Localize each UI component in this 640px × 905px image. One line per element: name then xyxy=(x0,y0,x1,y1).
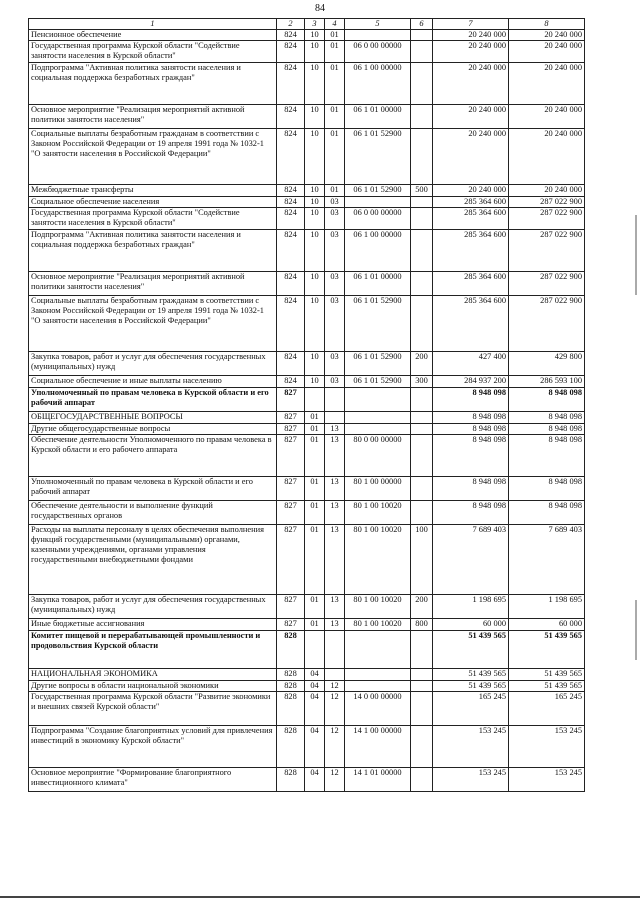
row-amount-1-cell: 51 439 565 xyxy=(433,669,509,681)
row-name-cell: Основное мероприятие "Реализация мероприятий активной политики занятости населения" xyxy=(29,105,277,129)
row-grbs-cell: 827 xyxy=(277,435,305,477)
row-amount-1-cell: 153 245 xyxy=(433,768,509,792)
row-amount-2-cell: 20 240 000 xyxy=(509,185,585,197)
row-amount-2-cell: 8 948 098 xyxy=(509,412,585,424)
row-name-cell: Социальное обеспечение населения xyxy=(29,197,277,208)
row-target-cell: 06 1 01 00000 xyxy=(345,272,411,296)
row-target-cell xyxy=(345,424,411,435)
row-type-cell xyxy=(411,296,433,352)
row-type-cell xyxy=(411,105,433,129)
row-amount-1-cell: 8 948 098 xyxy=(433,501,509,525)
row-subsection-cell: 13 xyxy=(325,435,345,477)
row-section-cell: 04 xyxy=(305,692,325,726)
row-grbs-cell: 827 xyxy=(277,412,305,424)
row-type-cell xyxy=(411,412,433,424)
row-section-cell: 10 xyxy=(305,272,325,296)
row-name-cell: Закупка товаров, работ и услуг для обеспечения государственных (муниципальных) нужд xyxy=(29,352,277,376)
row-amount-1-cell: 51 439 565 xyxy=(433,631,509,669)
row-grbs-cell: 824 xyxy=(277,272,305,296)
table-row xyxy=(29,376,585,388)
row-subsection-cell: 13 xyxy=(325,477,345,501)
row-amount-2-cell: 1 198 695 xyxy=(509,595,585,619)
scan-edge-mark xyxy=(635,215,637,295)
row-type-cell xyxy=(411,272,433,296)
header-cell: 2 xyxy=(277,19,305,30)
row-section-cell: 01 xyxy=(305,435,325,477)
row-subsection-cell: 13 xyxy=(325,619,345,631)
row-subsection-cell: 01 xyxy=(325,30,345,41)
row-amount-1-cell: 285 364 600 xyxy=(433,272,509,296)
row-amount-1-cell: 284 937 200 xyxy=(433,376,509,388)
row-type-cell: 800 xyxy=(411,619,433,631)
row-grbs-cell: 828 xyxy=(277,692,305,726)
row-amount-2-cell: 287 022 900 xyxy=(509,230,585,272)
row-name-cell: Основное мероприятие "Реализация мероприятий активной политики занятости населения" xyxy=(29,272,277,296)
row-section-cell: 10 xyxy=(305,41,325,63)
row-amount-2-cell: 429 800 xyxy=(509,352,585,376)
scan-edge-mark xyxy=(635,600,637,660)
row-name-cell: Государственная программа Курской области "Содействие занятости населения в Курской области" xyxy=(29,41,277,63)
table-body xyxy=(29,30,585,792)
row-amount-1-cell: 20 240 000 xyxy=(433,105,509,129)
row-type-cell xyxy=(411,41,433,63)
row-amount-1-cell: 285 364 600 xyxy=(433,197,509,208)
row-section-cell: 10 xyxy=(305,197,325,208)
row-amount-1-cell: 8 948 098 xyxy=(433,412,509,424)
scan-bottom-rule xyxy=(0,896,640,898)
table-header-row xyxy=(29,19,585,30)
row-amount-1-cell: 285 364 600 xyxy=(433,208,509,230)
table-row xyxy=(29,619,585,631)
row-name-cell: Обеспечение деятельности и выполнение функций государственных органов xyxy=(29,501,277,525)
row-subsection-cell: 13 xyxy=(325,595,345,619)
table-row xyxy=(29,477,585,501)
row-grbs-cell: 824 xyxy=(277,30,305,41)
table-row xyxy=(29,296,585,352)
row-amount-1-cell: 1 198 695 xyxy=(433,595,509,619)
row-subsection-cell xyxy=(325,412,345,424)
row-subsection-cell: 03 xyxy=(325,376,345,388)
row-name-cell: Подпрограмма "Создание благоприятных условий для привлечения инвестиций в экономику Курской области" xyxy=(29,726,277,768)
row-target-cell: 14 0 00 00000 xyxy=(345,692,411,726)
row-name-cell: Социальные выплаты безработным гражданам в соответствии с Законом Российской Федерации от 19 апреля 1991 года № 1032-1 "О занятости населения в Российской Федерации" xyxy=(29,296,277,352)
table-row xyxy=(29,669,585,681)
row-name-cell: Обеспечение деятельности Уполномоченного по правам человека в Курской области и его рабочего аппарата xyxy=(29,435,277,477)
row-grbs-cell: 824 xyxy=(277,230,305,272)
row-type-cell xyxy=(411,197,433,208)
row-grbs-cell: 828 xyxy=(277,768,305,792)
row-grbs-cell: 828 xyxy=(277,726,305,768)
table-row xyxy=(29,63,585,105)
row-amount-2-cell: 51 439 565 xyxy=(509,631,585,669)
row-type-cell xyxy=(411,230,433,272)
row-amount-1-cell: 427 400 xyxy=(433,352,509,376)
row-name-cell: Подпрограмма "Активная политика занятости населения и социальная поддержка безработных граждан" xyxy=(29,63,277,105)
row-amount-1-cell: 7 689 403 xyxy=(433,525,509,595)
row-type-cell xyxy=(411,129,433,185)
row-target-cell: 06 1 01 52900 xyxy=(345,352,411,376)
row-grbs-cell: 824 xyxy=(277,352,305,376)
row-grbs-cell: 824 xyxy=(277,376,305,388)
row-amount-2-cell: 60 000 xyxy=(509,619,585,631)
row-type-cell xyxy=(411,726,433,768)
row-amount-1-cell: 8 948 098 xyxy=(433,435,509,477)
row-grbs-cell: 824 xyxy=(277,208,305,230)
row-type-cell xyxy=(411,681,433,692)
row-amount-2-cell: 8 948 098 xyxy=(509,435,585,477)
row-subsection-cell: 12 xyxy=(325,768,345,792)
row-amount-2-cell: 8 948 098 xyxy=(509,477,585,501)
row-subsection-cell xyxy=(325,669,345,681)
row-subsection-cell: 01 xyxy=(325,41,345,63)
row-name-cell: Пенсионное обеспечение xyxy=(29,30,277,41)
table-row xyxy=(29,726,585,768)
row-section-cell: 10 xyxy=(305,105,325,129)
row-name-cell: Расходы на выплаты персоналу в целях обеспечения выполнения функций государственными (муниципальными) органами, казенными учреждениями, органами управления государственными внебюджетными фондами xyxy=(29,525,277,595)
table-row xyxy=(29,272,585,296)
budget-sheet xyxy=(28,18,584,792)
row-target-cell: 06 1 01 52900 xyxy=(345,185,411,197)
row-section-cell: 04 xyxy=(305,768,325,792)
row-type-cell xyxy=(411,669,433,681)
row-subsection-cell: 13 xyxy=(325,424,345,435)
row-amount-1-cell: 285 364 600 xyxy=(433,230,509,272)
row-name-cell: Подпрограмма "Активная политика занятости населения и социальная поддержка безработных граждан" xyxy=(29,230,277,272)
row-amount-2-cell: 8 948 098 xyxy=(509,388,585,412)
row-section-cell xyxy=(305,631,325,669)
row-type-cell: 300 xyxy=(411,376,433,388)
row-grbs-cell: 827 xyxy=(277,388,305,412)
row-amount-2-cell: 8 948 098 xyxy=(509,424,585,435)
row-name-cell: Другие вопросы в области национальной экономики xyxy=(29,681,277,692)
row-target-cell: 06 1 00 00000 xyxy=(345,63,411,105)
row-target-cell: 06 0 00 00000 xyxy=(345,41,411,63)
row-target-cell: 80 1 00 10020 xyxy=(345,595,411,619)
row-grbs-cell: 824 xyxy=(277,105,305,129)
row-target-cell: 06 1 01 52900 xyxy=(345,129,411,185)
row-grbs-cell: 827 xyxy=(277,477,305,501)
table-row xyxy=(29,41,585,63)
row-amount-2-cell: 287 022 900 xyxy=(509,272,585,296)
row-grbs-cell: 827 xyxy=(277,501,305,525)
row-amount-2-cell: 51 439 565 xyxy=(509,681,585,692)
row-subsection-cell: 13 xyxy=(325,501,345,525)
row-subsection-cell: 03 xyxy=(325,208,345,230)
row-target-cell: 80 0 00 00000 xyxy=(345,435,411,477)
header-cell: 5 xyxy=(345,19,411,30)
row-grbs-cell: 828 xyxy=(277,631,305,669)
row-amount-1-cell: 51 439 565 xyxy=(433,681,509,692)
row-name-cell: Уполномоченный по правам человека в Курской области и его рабочий аппарат xyxy=(29,388,277,412)
row-amount-1-cell: 153 245 xyxy=(433,726,509,768)
row-target-cell: 14 1 01 00000 xyxy=(345,768,411,792)
table-row xyxy=(29,501,585,525)
table-row xyxy=(29,768,585,792)
row-name-cell: Социальное обеспечение и иные выплаты населению xyxy=(29,376,277,388)
row-section-cell: 10 xyxy=(305,129,325,185)
row-amount-1-cell: 8 948 098 xyxy=(433,477,509,501)
row-section-cell: 01 xyxy=(305,412,325,424)
table-row xyxy=(29,424,585,435)
row-target-cell: 06 1 00 00000 xyxy=(345,230,411,272)
row-amount-2-cell: 287 022 900 xyxy=(509,197,585,208)
row-target-cell: 06 0 00 00000 xyxy=(345,208,411,230)
row-section-cell xyxy=(305,388,325,412)
row-section-cell: 01 xyxy=(305,595,325,619)
row-grbs-cell: 824 xyxy=(277,185,305,197)
row-type-cell xyxy=(411,692,433,726)
row-grbs-cell: 824 xyxy=(277,41,305,63)
row-grbs-cell: 828 xyxy=(277,669,305,681)
row-type-cell xyxy=(411,477,433,501)
row-target-cell xyxy=(345,681,411,692)
row-name-cell: Государственная программа Курской области "Развитие экономики и внешних связей Курской области" xyxy=(29,692,277,726)
row-type-cell: 200 xyxy=(411,595,433,619)
row-amount-1-cell: 20 240 000 xyxy=(433,63,509,105)
row-amount-1-cell: 165 245 xyxy=(433,692,509,726)
row-type-cell xyxy=(411,388,433,412)
row-grbs-cell: 824 xyxy=(277,296,305,352)
row-amount-2-cell: 20 240 000 xyxy=(509,30,585,41)
row-amount-2-cell: 20 240 000 xyxy=(509,129,585,185)
row-type-cell xyxy=(411,208,433,230)
header-cell: 7 xyxy=(433,19,509,30)
row-amount-1-cell: 60 000 xyxy=(433,619,509,631)
row-amount-2-cell: 287 022 900 xyxy=(509,296,585,352)
header-cell: 4 xyxy=(325,19,345,30)
row-amount-2-cell: 20 240 000 xyxy=(509,63,585,105)
row-section-cell: 10 xyxy=(305,230,325,272)
page-number: 84 xyxy=(315,3,325,14)
row-amount-2-cell: 286 593 100 xyxy=(509,376,585,388)
table-row xyxy=(29,525,585,595)
table-row xyxy=(29,197,585,208)
row-subsection-cell: 12 xyxy=(325,726,345,768)
header-cell: 3 xyxy=(305,19,325,30)
row-grbs-cell: 827 xyxy=(277,424,305,435)
row-subsection-cell: 01 xyxy=(325,129,345,185)
row-section-cell: 01 xyxy=(305,424,325,435)
row-type-cell xyxy=(411,631,433,669)
row-grbs-cell: 824 xyxy=(277,63,305,105)
row-target-cell xyxy=(345,197,411,208)
row-target-cell: 80 1 00 10020 xyxy=(345,501,411,525)
row-subsection-cell xyxy=(325,631,345,669)
row-subsection-cell: 01 xyxy=(325,63,345,105)
row-grbs-cell: 827 xyxy=(277,595,305,619)
row-type-cell xyxy=(411,768,433,792)
row-subsection-cell: 03 xyxy=(325,272,345,296)
row-subsection-cell: 03 xyxy=(325,197,345,208)
table-row xyxy=(29,595,585,619)
row-name-cell: Государственная программа Курской области "Содействие занятости населения в Курской области" xyxy=(29,208,277,230)
row-target-cell: 06 1 01 52900 xyxy=(345,376,411,388)
row-grbs-cell: 828 xyxy=(277,681,305,692)
row-name-cell: НАЦИОНАЛЬНАЯ ЭКОНОМИКА xyxy=(29,669,277,681)
row-subsection-cell: 03 xyxy=(325,296,345,352)
row-section-cell: 10 xyxy=(305,352,325,376)
header-cell: 6 xyxy=(411,19,433,30)
table-row xyxy=(29,412,585,424)
row-amount-2-cell: 165 245 xyxy=(509,692,585,726)
row-section-cell: 10 xyxy=(305,63,325,105)
row-amount-1-cell: 285 364 600 xyxy=(433,296,509,352)
row-target-cell: 80 1 00 10020 xyxy=(345,525,411,595)
row-section-cell: 01 xyxy=(305,619,325,631)
row-target-cell: 80 1 00 00000 xyxy=(345,477,411,501)
row-amount-1-cell: 8 948 098 xyxy=(433,424,509,435)
row-type-cell: 100 xyxy=(411,525,433,595)
row-target-cell xyxy=(345,30,411,41)
row-section-cell: 04 xyxy=(305,669,325,681)
row-type-cell xyxy=(411,435,433,477)
row-name-cell: Уполномоченный по правам человека в Курской области и его рабочий аппарат xyxy=(29,477,277,501)
row-name-cell: Межбюджетные трансферты xyxy=(29,185,277,197)
row-name-cell: Комитет пищевой и перерабатывающей промышленности и продовольствия Курской области xyxy=(29,631,277,669)
row-subsection-cell xyxy=(325,388,345,412)
row-grbs-cell: 827 xyxy=(277,525,305,595)
row-name-cell: Социальные выплаты безработным гражданам в соответствии с Законом Российской Федерации от 19 апреля 1991 года № 1032-1 "О занятости населения в Российской Федерации" xyxy=(29,129,277,185)
row-subsection-cell: 03 xyxy=(325,230,345,272)
row-amount-2-cell: 7 689 403 xyxy=(509,525,585,595)
row-subsection-cell: 03 xyxy=(325,352,345,376)
row-section-cell: 10 xyxy=(305,208,325,230)
row-name-cell: Другие общегосударственные вопросы xyxy=(29,424,277,435)
row-subsection-cell: 13 xyxy=(325,525,345,595)
row-type-cell: 500 xyxy=(411,185,433,197)
row-target-cell xyxy=(345,631,411,669)
header-cell: 8 xyxy=(509,19,585,30)
row-amount-2-cell: 20 240 000 xyxy=(509,105,585,129)
row-type-cell xyxy=(411,63,433,105)
row-amount-1-cell: 20 240 000 xyxy=(433,129,509,185)
table-row xyxy=(29,631,585,669)
row-amount-2-cell: 51 439 565 xyxy=(509,669,585,681)
table-row xyxy=(29,388,585,412)
table-row xyxy=(29,692,585,726)
row-name-cell: Основное мероприятие "Формирование благоприятного инвестиционного климата" xyxy=(29,768,277,792)
table-row xyxy=(29,185,585,197)
row-target-cell: 06 1 01 00000 xyxy=(345,105,411,129)
table-row xyxy=(29,435,585,477)
row-subsection-cell: 12 xyxy=(325,681,345,692)
row-target-cell: 14 1 00 00000 xyxy=(345,726,411,768)
row-name-cell: Иные бюджетные ассигнования xyxy=(29,619,277,631)
budget-table xyxy=(28,18,585,792)
row-target-cell xyxy=(345,412,411,424)
row-section-cell: 01 xyxy=(305,525,325,595)
row-amount-1-cell: 20 240 000 xyxy=(433,30,509,41)
row-type-cell xyxy=(411,30,433,41)
row-target-cell xyxy=(345,388,411,412)
table-row xyxy=(29,230,585,272)
row-amount-2-cell: 287 022 900 xyxy=(509,208,585,230)
row-section-cell: 10 xyxy=(305,376,325,388)
row-type-cell: 200 xyxy=(411,352,433,376)
row-grbs-cell: 824 xyxy=(277,129,305,185)
row-subsection-cell: 01 xyxy=(325,185,345,197)
table-row xyxy=(29,681,585,692)
row-section-cell: 10 xyxy=(305,30,325,41)
row-name-cell: ОБЩЕГОСУДАРСТВЕННЫЕ ВОПРОСЫ xyxy=(29,412,277,424)
row-grbs-cell: 824 xyxy=(277,197,305,208)
row-amount-2-cell: 8 948 098 xyxy=(509,501,585,525)
row-grbs-cell: 827 xyxy=(277,619,305,631)
row-amount-2-cell: 153 245 xyxy=(509,768,585,792)
row-section-cell: 10 xyxy=(305,185,325,197)
row-section-cell: 01 xyxy=(305,477,325,501)
header-cell: 1 xyxy=(29,19,277,30)
row-subsection-cell: 01 xyxy=(325,105,345,129)
row-amount-2-cell: 20 240 000 xyxy=(509,41,585,63)
row-target-cell xyxy=(345,669,411,681)
row-amount-1-cell: 20 240 000 xyxy=(433,185,509,197)
row-amount-1-cell: 8 948 098 xyxy=(433,388,509,412)
row-type-cell xyxy=(411,501,433,525)
table-row xyxy=(29,105,585,129)
row-target-cell: 06 1 01 52900 xyxy=(345,296,411,352)
row-section-cell: 04 xyxy=(305,726,325,768)
table-row xyxy=(29,30,585,41)
table-row xyxy=(29,352,585,376)
row-subsection-cell: 12 xyxy=(325,692,345,726)
table-row xyxy=(29,208,585,230)
row-target-cell: 80 1 00 10020 xyxy=(345,619,411,631)
table-row xyxy=(29,129,585,185)
row-section-cell: 10 xyxy=(305,296,325,352)
row-amount-1-cell: 20 240 000 xyxy=(433,41,509,63)
row-section-cell: 04 xyxy=(305,681,325,692)
row-name-cell: Закупка товаров, работ и услуг для обеспечения государственных (муниципальных) нужд xyxy=(29,595,277,619)
row-section-cell: 01 xyxy=(305,501,325,525)
row-type-cell xyxy=(411,424,433,435)
row-amount-2-cell: 153 245 xyxy=(509,726,585,768)
